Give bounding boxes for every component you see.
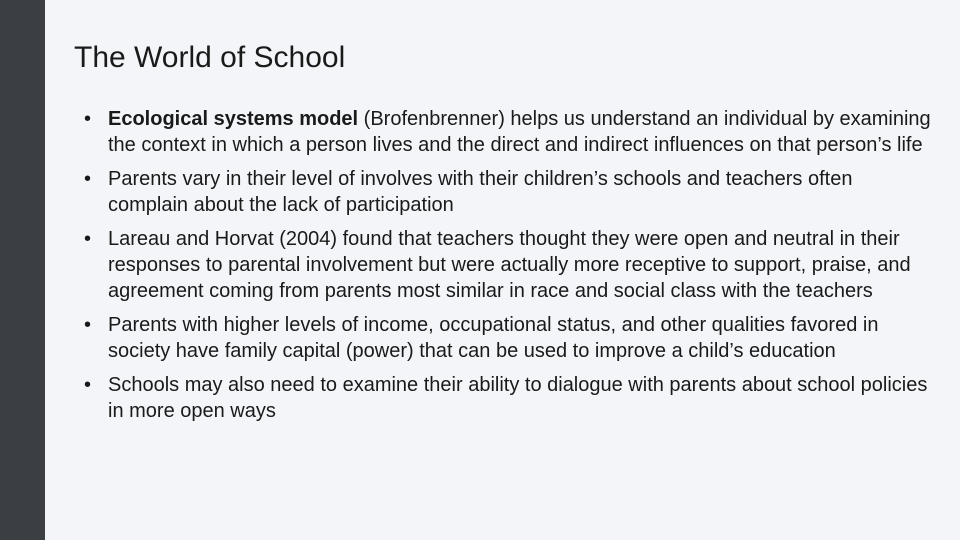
bullet-item <box>84 312 934 364</box>
bullet-text: Parents with higher levels of income, occupational status, and other qualities favored in society have family capital (power) that can be used to improve a child’s education <box>108 314 879 362</box>
bullet-dot-icon: • <box>84 314 92 336</box>
side-accent-bar <box>0 0 45 540</box>
bullet-text: Lareau and Horvat (2004) found that teachers thought they were open and neutral in their responses to parental involvement but were actually more receptive to support, praise, and agreement coming from parents most similar in race and social class with the teachers <box>108 228 911 302</box>
bullet-bold-term: Ecological systems model <box>108 108 359 130</box>
bullet-text: Parents vary in their level of involves with their children’s schools and teachers often complain about the lack of participation <box>108 168 853 216</box>
bullet-item <box>84 226 934 304</box>
bullet-item <box>84 372 934 424</box>
bullet-dot-icon: • <box>84 168 92 190</box>
bullet-item <box>84 106 934 158</box>
bullet-list <box>84 106 934 432</box>
slide-title: The World of School <box>74 41 346 74</box>
bullet-text: Schools may also need to examine their ability to dialogue with parents about school policies in more open ways <box>108 374 928 422</box>
bullet-dot-icon: • <box>84 374 92 396</box>
bullet-text: (Brofenbrenner) helps us understand an individual by examining the context in which a person lives and the direct and indirect influences on that person’s life <box>108 108 931 156</box>
bullet-item <box>84 166 934 218</box>
bullet-dot-icon: • <box>84 108 92 130</box>
bullet-dot-icon: • <box>84 228 92 250</box>
